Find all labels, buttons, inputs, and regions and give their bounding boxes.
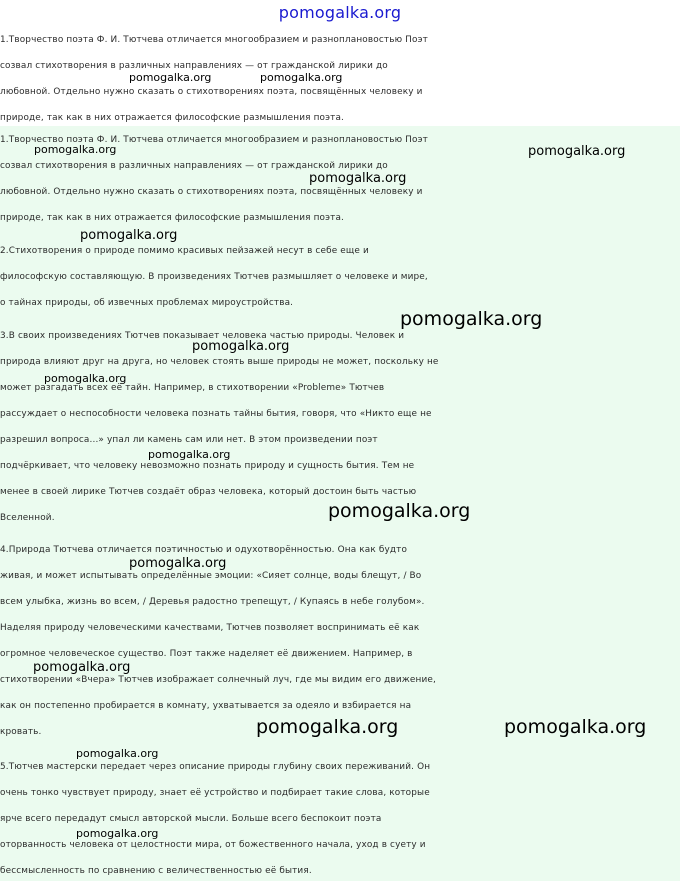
watermark: pomogalka.org (256, 716, 399, 738)
watermark: pomogalka.org (129, 71, 212, 84)
watermark: pomogalka.org (309, 171, 407, 186)
watermark: pomogalka.org (33, 660, 131, 675)
text-line: ярче всего передадут смысл авторской мысли. Больше всего беспокоит поэта (0, 814, 382, 824)
watermark: pomogalka.org (80, 228, 178, 243)
text-line: оторванность человека от целостности мира, от божественного начала, уход в суету и (0, 840, 426, 850)
text-line: как он постепенно пробирается в комнату, ухватывается за одеяло и взбирается на (0, 701, 412, 711)
text-line: разрешил вопроса...» упал ли камень сам или нет. В этом произведении поэт (0, 435, 378, 445)
watermark: pomogalka.org (528, 144, 626, 159)
text-line: природе, так как в них отражается философские размышления поэта. (0, 113, 345, 123)
text-line: о тайнах природы, об извечных проблемах мироустройства. (0, 298, 294, 308)
text-line: очень тонко чувствует природу, знает её устройство и подбирает такие слова, которые (0, 788, 430, 798)
text-line: природе, так как в них отражается философские размышления поэта. (0, 213, 345, 223)
text-line: 2.Стихотворения о природе помимо красивых пейзажей несут в себе еще и (0, 246, 369, 256)
text-line: огромное человеческое существо. Поэт также наделяет её движением. Например, в (0, 649, 413, 659)
watermark: pomogalka.org (148, 448, 231, 461)
text-line: 1.Творчество поэта Ф. И. Тютчева отличается многообразием и разноплановостью Поэт (0, 35, 428, 45)
watermark: pomogalka.org (44, 372, 127, 385)
text-line: кровать. (0, 727, 42, 737)
text-line: подчёркивает, что человеку невозможно познать природу и сущность бытия. Тем не (0, 461, 415, 471)
watermark: pomogalka.org (34, 143, 117, 156)
text-line: 3.В своих произведениях Тютчев показывает человека частью природы. Человек и (0, 331, 405, 341)
answer-paragraph-4 (0, 537, 680, 745)
text-line: философскую составляющую. В произведениях Тютчев размышляет о человеке и мире, (0, 272, 428, 282)
text-line: всем улыбка, жизнь во всем, / Деревья радостно трепещут, / Купаясь в небе голубом». (0, 597, 425, 607)
text-line: стихотворении «Вчера» Тютчев изображает солнечный луч, где мы видим его движение, (0, 675, 436, 685)
watermark: pomogalka.org (129, 556, 227, 571)
text-line: может разгадать всех её тайн. Например, в стихотворении «Probleme» Тютчев (0, 383, 385, 393)
watermark: pomogalka.org (76, 747, 159, 760)
watermark: pomogalka.org (504, 716, 647, 738)
watermark: pomogalka.org (76, 827, 159, 840)
text-line: любовной. Отдельно нужно сказать о стихотворениях поэта, посвящённых человеку и (0, 87, 423, 97)
watermark: pomogalka.org (260, 71, 343, 84)
text-line: любовной. Отдельно нужно сказать о стихотворениях поэта, посвящённых человеку и (0, 187, 423, 197)
watermark: pomogalka.org (400, 308, 543, 330)
text-line: Вселенной. (0, 513, 55, 523)
text-line: Наделяя природу человеческими качествами, Тютчев позволяет воспринимать её как (0, 623, 420, 633)
site-logo[interactable]: pomogalka.org (278, 3, 402, 22)
text-line: живая, и может испытывать определённые эмоции: «Сияет солнце, воды блещут, / Во (0, 571, 422, 581)
text-line: рассуждает о неспособности человека познать тайны бытия, говоря, что «Никто еще не (0, 409, 432, 419)
text-line: природа влияют друг на друга, но человек стоять выше природы не может, поскольку не (0, 357, 439, 367)
text-line: 5.Тютчев мастерски передает через описание природы глубину своих переживаний. Он (0, 762, 431, 772)
watermark: pomogalka.org (192, 339, 290, 354)
text-line: 4.Природа Тютчева отличается поэтичностью и одухотворённостью. Она как будто (0, 545, 408, 555)
watermark: pomogalka.org (328, 500, 471, 522)
text-line: созвал стихотворения в различных направлениях — от гражданской лирики до (0, 161, 388, 171)
text-line: менее в своей лирике Тютчев создаёт образ человека, который достоин быть частью (0, 487, 417, 497)
answer-paragraph-5 (0, 754, 680, 884)
text-line: бессмысленность по сравнению с величественностью её бытия. (0, 866, 312, 876)
text-line: 1.Творчество поэта Ф. И. Тютчева отличается многообразием и разноплановостью Поэт (0, 135, 428, 145)
text-line: созвал стихотворения в различных направлениях — от гражданской лирики до (0, 61, 388, 71)
answer-paragraph-2 (0, 238, 680, 316)
